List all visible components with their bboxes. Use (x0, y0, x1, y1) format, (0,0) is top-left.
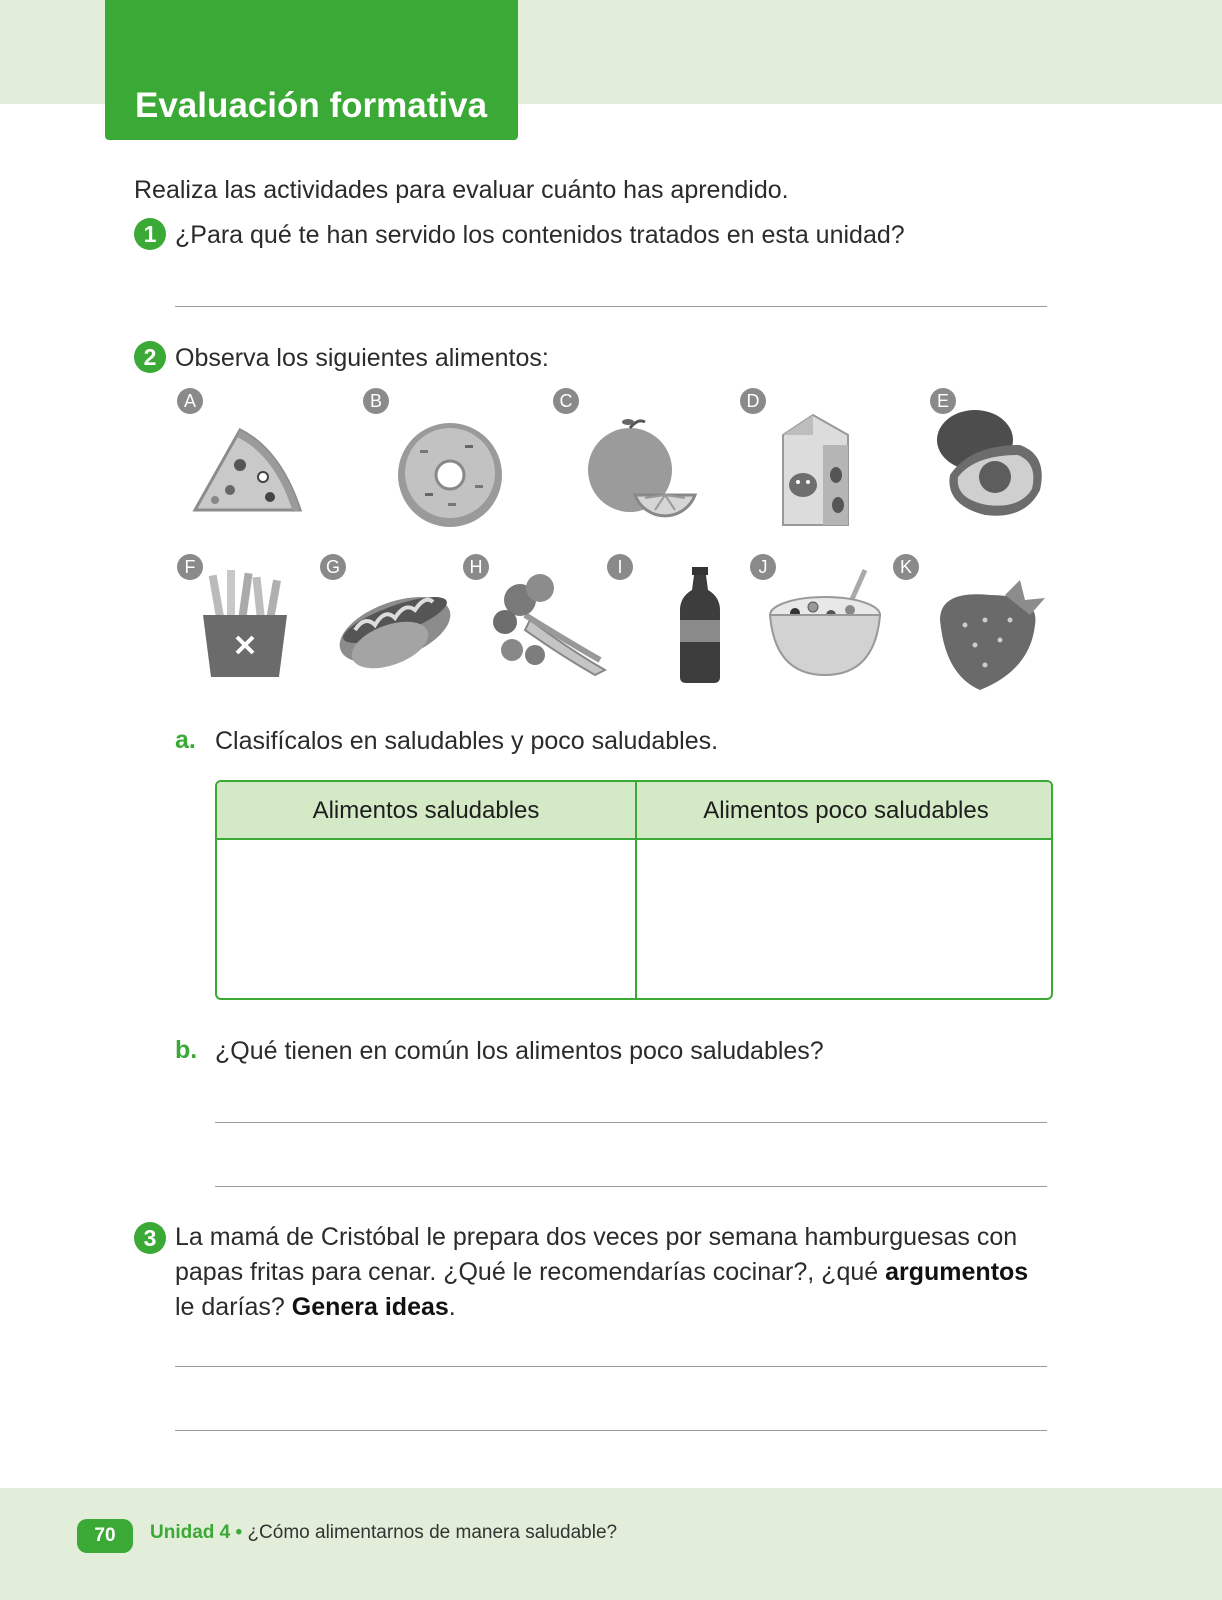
food-letter-e: E (930, 388, 956, 414)
subquestion-a-letter: a. (175, 726, 196, 754)
question-3-period: . (448, 1293, 456, 1321)
subquestion-a-text: Clasifícalos en saludables y poco saludables. (215, 727, 719, 755)
answer-line-b1[interactable] (215, 1122, 1047, 1123)
question-3-line-3-text: le darías? (175, 1293, 292, 1321)
page-number: 70 (77, 1519, 133, 1553)
page-title: Evaluación formativa (135, 86, 488, 125)
soda-bottle-icon (640, 565, 760, 685)
strawberry-icon (930, 580, 1050, 700)
keyword-argumentos: argumentos (885, 1258, 1029, 1286)
footer-subtitle: ¿Cómo alimentarnos de manera saludable? (247, 1522, 618, 1543)
answer-line-b2[interactable] (215, 1186, 1047, 1187)
question-1-number: 1 (134, 218, 166, 250)
food-letter-a: A (177, 388, 203, 414)
cereal-bowl-icon (765, 565, 885, 685)
question-3-line-1: La mamá de Cristóbal le prepara dos veces por semana hamburguesas con (175, 1223, 1018, 1251)
subquestion-b-text: ¿Qué tienen en común los alimentos poco saludables? (215, 1037, 824, 1065)
orange-icon (580, 410, 700, 530)
food-letter-j: J (750, 554, 776, 580)
question-2-number: 2 (134, 341, 166, 373)
food-letter-i: I (607, 554, 633, 580)
question-3-line-3 (175, 1290, 456, 1325)
footer-unit: Unidad 4 (150, 1522, 231, 1543)
question-2-text: Observa los siguientes alimentos: (175, 344, 549, 372)
classification-table (215, 780, 1053, 1000)
unhealthy-answer-cell[interactable] (637, 840, 1053, 1000)
question-3-number: 3 (134, 1222, 166, 1254)
subquestion-b-letter: b. (175, 1036, 198, 1064)
footer-caption (150, 1522, 617, 1544)
answer-line-q3-2[interactable] (175, 1430, 1047, 1431)
footer-bullet: • (235, 1522, 243, 1543)
french-fries-icon (185, 565, 305, 685)
food-letter-c: C (553, 388, 579, 414)
donut-icon (390, 415, 510, 535)
pizza-slice-icon (185, 415, 305, 535)
hot-dog-icon (335, 560, 455, 680)
table-header-healthy: Alimentos saludables (217, 782, 635, 840)
healthy-answer-cell[interactable] (217, 840, 635, 1000)
celery-icon (490, 560, 610, 680)
question-3-line-2 (175, 1255, 1028, 1290)
intro-text: Realiza las actividades para evaluar cuánto has aprendido. (134, 176, 789, 204)
food-letter-d: D (740, 388, 766, 414)
answer-line-q3-1[interactable] (175, 1366, 1047, 1367)
food-letter-k: K (893, 554, 919, 580)
question-3-line-2-text: papas fritas para cenar. ¿Qué le recomendarías cocinar?, ¿qué (175, 1258, 886, 1286)
answer-line-q1[interactable] (175, 306, 1047, 307)
avocado-icon (930, 405, 1050, 525)
footer-band (0, 1488, 1222, 1600)
milk-carton-icon (758, 410, 878, 530)
food-letter-f: F (177, 554, 203, 580)
table-header-unhealthy: Alimentos poco saludables (637, 782, 1053, 840)
food-letter-g: G (320, 554, 346, 580)
food-letter-h: H (463, 554, 489, 580)
question-1-text: ¿Para qué te han servido los contenidos tratados en esta unidad? (175, 221, 905, 249)
keyword-genera-ideas: Genera ideas (291, 1293, 449, 1321)
food-letter-b: B (363, 388, 389, 414)
header-banner (105, 0, 518, 140)
